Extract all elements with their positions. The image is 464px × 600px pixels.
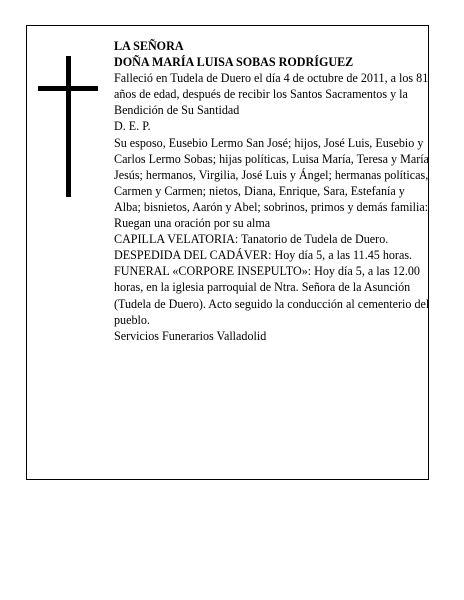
deceased-name: DOÑA MARÍA LUISA SOBAS RODRÍGUEZ: [114, 55, 354, 70]
chapel-info: CAPILLA VELATORIA: Tanatorio de Tudela de Duero.: [114, 232, 389, 247]
heading-title: LA SEÑORA: [114, 39, 184, 53]
farewell-info: DESPEDIDA DEL CADÁVER: Hoy día 5, a las 11.45 horas.: [114, 248, 413, 263]
cross-vertical-bar: [66, 56, 71, 197]
obituary-text: [114, 38, 430, 344]
death-details: Falleció en Tudela de Duero el día 4 de octubre de 2011, a los 81 años de edad, después de recibir los Santos Sacramentos y la Bendición de Su Santidad: [114, 71, 429, 118]
dep-abbreviation: D. E. P.: [114, 119, 151, 134]
prayer-request: Ruegan una oración por su alma: [114, 216, 271, 231]
cross-horizontal-bar: [38, 86, 98, 91]
family-list: Su esposo, Eusebio Lermo San José; hijos, José Luis, Eusebio y Carlos Lermo Sobas; hijas políticas, Luisa María, Teresa y María Jesús; hermanos, Virgilia, José Luis y Ángel; hermanas políticas, Carmen y Carmen; nietos, Diana, Enrique, Sara, Estefanía y Alba; bisnietos, Aarón y Abel; sobrinos, primos y demás familia:: [114, 135, 429, 214]
funeral-services: Servicios Funerarios Valladolid: [114, 328, 267, 343]
funeral-info: FUNERAL «CORPORE INSEPULTO»: Hoy día 5, a las 12.00 horas, en la iglesia parroquial de Ntra. Señora de la Asunción (Tudela de Duero). Acto seguido la conducción al cementerio del pueblo.: [114, 264, 430, 327]
